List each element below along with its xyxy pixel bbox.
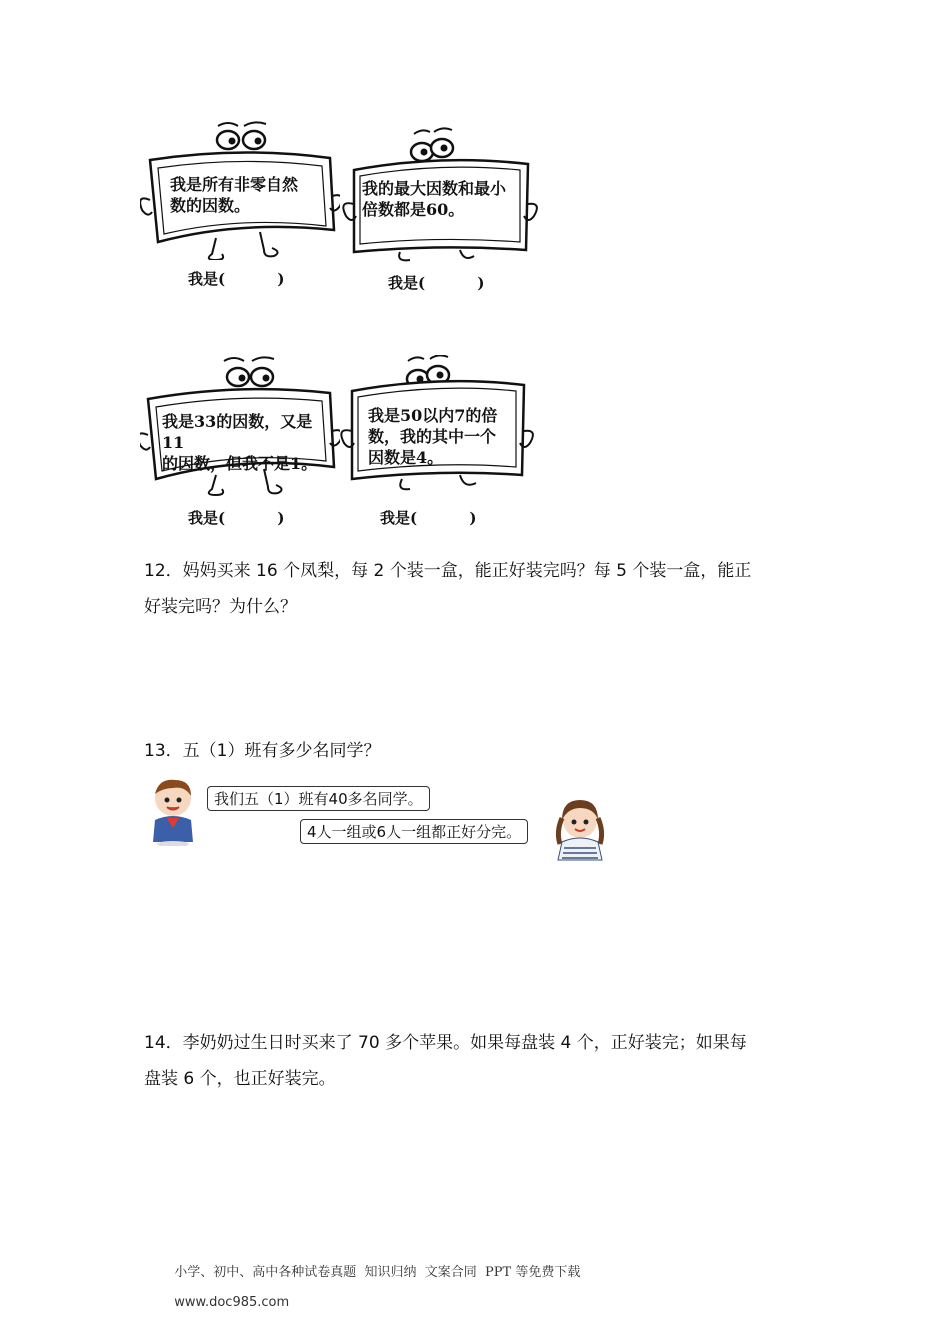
footer-site-link[interactable]: www.doc985.com (174, 1295, 290, 1310)
card-text-line: 我是所有非零自然 (170, 175, 299, 194)
riddle-card-4 (340, 355, 540, 535)
answer-blank[interactable]: 我是( ) (388, 274, 485, 292)
riddle-card-2 (340, 120, 540, 300)
question-14-line-2: 盘装 6 个，也正好装完。 (144, 1069, 336, 1089)
question-12-line-2: 好装完吗？为什么？ (144, 597, 297, 617)
card-text-line: 因数是4。 (368, 448, 444, 467)
question-13-title: 13．五（1）班有多少名同学？ (144, 741, 381, 761)
question-12 (144, 553, 824, 625)
girl-avatar (550, 796, 610, 862)
question-12-line-1: 12．妈妈买来 16 个凤梨，每 2 个装一盒，能正好装完吗？每 5 个装一盒，能正 (144, 561, 752, 581)
answer-blank[interactable]: 我是( ) (380, 509, 477, 527)
riddle-card-3 (140, 355, 340, 535)
card-text-line: 我是50以内7的倍 (368, 406, 498, 425)
card-text-line: 我是33的因数，又是11 (162, 412, 313, 452)
card-text-line: 我的最大因数和最小 (362, 179, 507, 198)
riddle-card-1 (140, 120, 340, 300)
question-14-line-1: 14．李奶奶过生日时买来了 70 多个苹果。如果每盘装 4 个，正好装完；如果每 (144, 1033, 747, 1053)
page-footer (166, 1246, 580, 1310)
answer-blank[interactable]: 我是( ) (188, 270, 285, 288)
girl-speech-bubble: 4人一组或6人一组都正好分完。 (300, 819, 528, 844)
boy-avatar (145, 776, 201, 846)
answer-blank[interactable]: 我是( ) (188, 509, 285, 527)
card-text-line: 数的因数。 (170, 196, 251, 215)
boy-speech-bubble: 我们五（1）班有40多名同学。 (207, 786, 430, 811)
card-text-line: 倍数都是60。 (362, 200, 465, 219)
card-text-line: 数，我的其中一个 (368, 427, 497, 446)
footer-text: 小学、初中、高中各种试卷真题 知识归纳 文案合同 PPT 等免费下载 (174, 1265, 581, 1280)
card-text-line: 的因数，但我不是1。 (162, 454, 318, 473)
question-14 (144, 1025, 824, 1097)
